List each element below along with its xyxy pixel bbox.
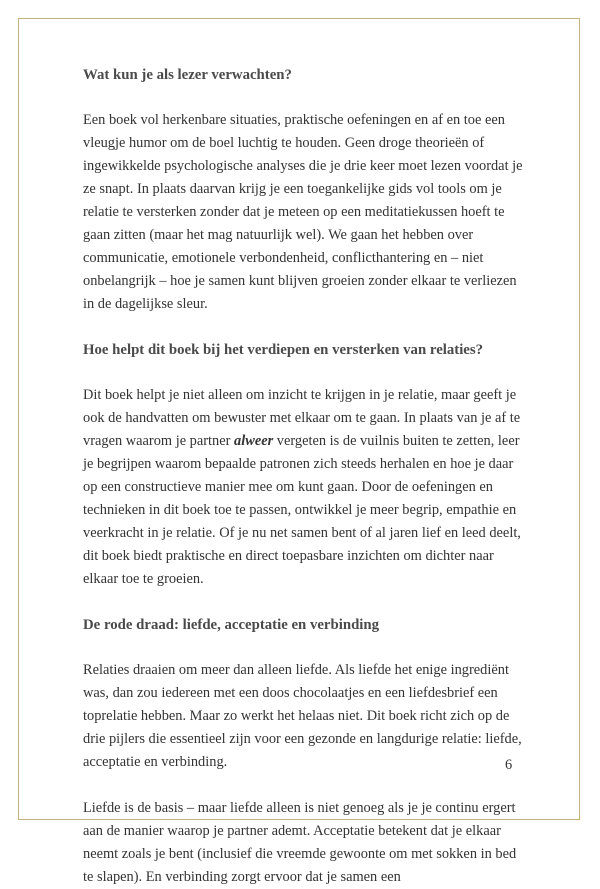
section-heading-red-thread: De rode draad: liefde, acceptatie en verbinding [83, 617, 380, 633]
paragraph-how-book-helps [83, 384, 523, 591]
paragraph-expectations: Een boek vol herkenbare situaties, praktische oefeningen en af en toe een vleugje humor om de boel luchtig te houden. Geen droge theorieën of ingewikkelde psychologische analyses die je drie keer moet lezen voordat je ze snapt. In plaats daarvan krijg je een toegankelijke gids vol tools om je relatie te versterken zonder dat je meteen op een meditatiekussen hoeft te gaan zitten (maar het mag natuurlijk wel). We gaan het hebben over communicatie, emotionele verbondenheid, conflicthantering en – niet onbelangrijk – hoe je samen kunt blijven groeien zonder elkaar te verliezen in de dagelijkse sleur. [83, 112, 523, 312]
page-content [83, 64, 523, 889]
paragraph-red-thread-2: Liefde is de basis – maar liefde alleen is niet genoeg als je je continu ergert aan de manier waarop je partner ademt. Acceptatie betekent dat je elkaar neemt zoals je bent (inclusief die vreemde gewoonte om met sokken in bed te slapen). En verbinding zorgt ervoor dat je samen een [83, 800, 517, 885]
section-heading-expectations: Wat kun je als lezer verwachten? [83, 67, 292, 83]
paragraph-text-after: vergeten is de vuilnis buiten te zetten, leer je begrijpen waarom bepaalde patronen zich steeds herhalen en hoe je daar op een constructieve manier mee om kunt gaan. Door de oefeningen en technieken in dit boek toe te passen, ontwikkel je meer begrip, empathie en veerkracht in je relatie. Of je nu net samen bent of al jaren lief en leed deelt, dit boek biedt praktische en direct toepasbare inzichten om dichter naar elkaar toe te groeien. [83, 433, 521, 587]
section-heading-how-book-helps: Hoe helpt dit boek bij het verdiepen en versterken van relaties? [83, 342, 484, 358]
paragraph-red-thread-1: Relaties draaien om meer dan alleen liefde. Als liefde het enige ingrediënt was, dan zou iedereen met een doos chocolaatjes en een liefdesbrief een toprelatie hebben. Maar zo werkt het helaas niet. Dit boek richt zich op de drie pijlers die essentieel zijn voor een gezonde en langdurige relatie: liefde, acceptatie en verbinding. [83, 662, 522, 770]
paragraph-text-before: Dit boek helpt je niet alleen om inzicht te krijgen in je relatie, maar geeft je ook de handvatten om bewuster met elkaar om te gaan. In plaats van je af te vragen waarom je partner [83, 387, 521, 449]
emphasis-word: alweer [234, 433, 274, 449]
page-number: 6 [505, 757, 513, 773]
